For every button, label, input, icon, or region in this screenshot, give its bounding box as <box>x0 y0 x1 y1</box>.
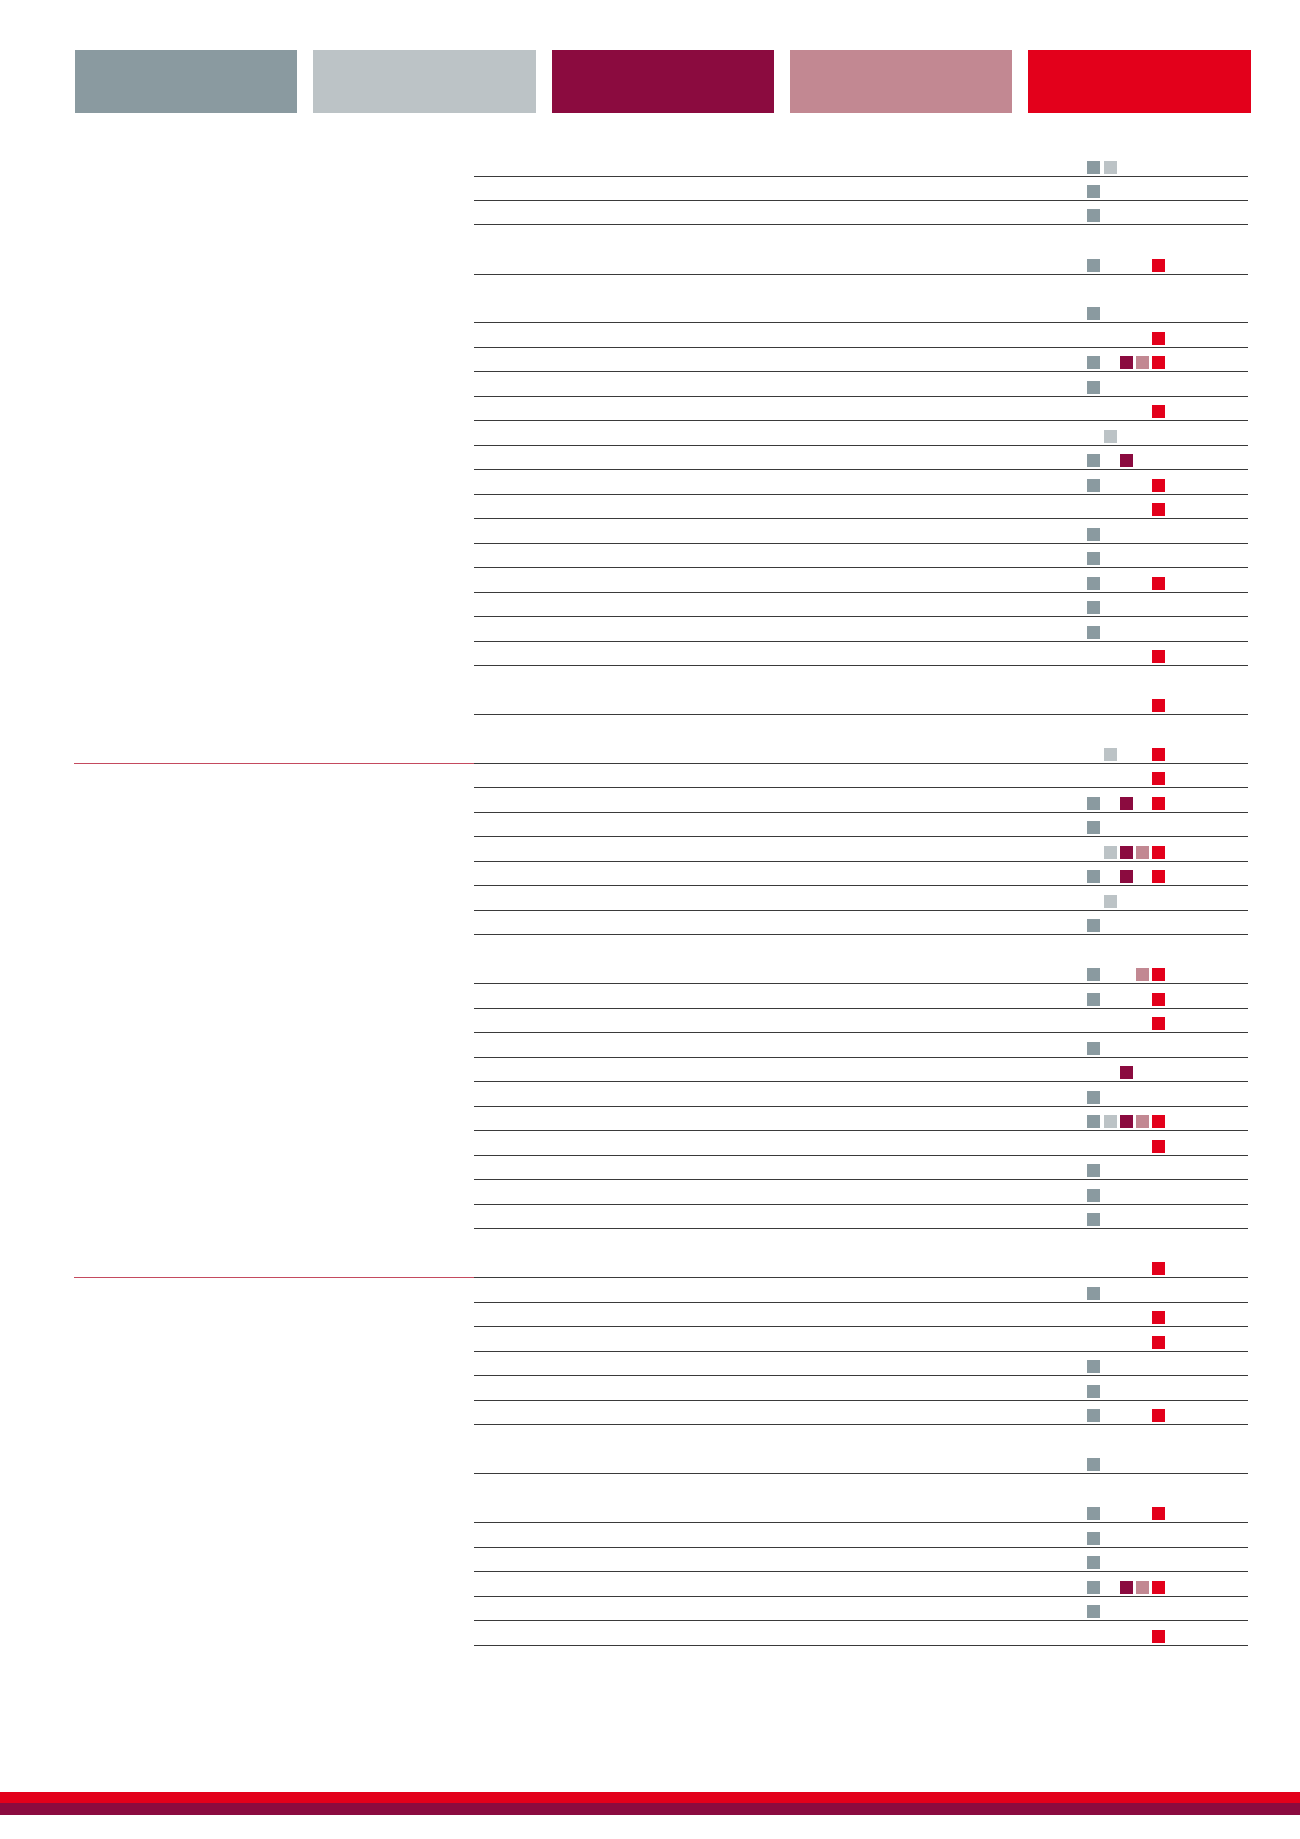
table-row-rule <box>474 1620 1248 1621</box>
marker-light-gray <box>1104 161 1117 174</box>
marker-gray <box>1087 381 1100 394</box>
marker-gray <box>1087 968 1100 981</box>
table-row-rule <box>474 1400 1248 1401</box>
table-row-rule <box>474 274 1248 275</box>
marker-light-gray <box>1104 846 1117 859</box>
marker-burgundy <box>1120 454 1133 467</box>
marker-red <box>1152 1409 1165 1422</box>
marker-red <box>1152 1507 1165 1520</box>
table-row-rule <box>474 812 1248 813</box>
marker-gray <box>1087 1287 1100 1300</box>
table-row-rule <box>474 445 1248 446</box>
table-row-rule <box>474 934 1248 935</box>
table-row-rule <box>474 176 1248 177</box>
table-row-rule <box>474 420 1248 421</box>
table-row-rule <box>474 543 1248 544</box>
table-row-rule <box>474 1351 1248 1352</box>
marker-gray <box>1087 1556 1100 1569</box>
marker-burgundy <box>1120 870 1133 883</box>
table-row-rule <box>474 347 1248 348</box>
marker-gray <box>1087 1458 1100 1471</box>
marker-red <box>1152 1262 1165 1275</box>
marker-red <box>1152 1630 1165 1643</box>
marker-gray <box>1087 1164 1100 1177</box>
table-row-rule <box>474 1155 1248 1156</box>
marker-gray <box>1087 307 1100 320</box>
marker-burgundy <box>1120 1115 1133 1128</box>
table-row-rule <box>474 494 1248 495</box>
marker-gray <box>1087 577 1100 590</box>
marker-red <box>1152 846 1165 859</box>
table-row-rule <box>474 396 1248 397</box>
table-row-rule <box>474 787 1248 788</box>
table-row-rule <box>474 1473 1248 1474</box>
marker-red <box>1152 797 1165 810</box>
table-row-rule <box>474 1032 1248 1033</box>
marker-red <box>1152 650 1165 663</box>
marker-gray <box>1087 919 1100 932</box>
table-row-rule <box>474 665 1248 666</box>
marker-red <box>1152 577 1165 590</box>
marker-red <box>1152 503 1165 516</box>
legend-swatch-gray <box>75 50 297 113</box>
table-row-rule <box>474 1302 1248 1303</box>
table-row-rule <box>474 714 1248 715</box>
marker-gray <box>1087 356 1100 369</box>
marker-red <box>1152 748 1165 761</box>
marker-red <box>1152 479 1165 492</box>
table-row-rule <box>474 518 1248 519</box>
marker-gray <box>1087 1189 1100 1202</box>
marker-red <box>1152 772 1165 785</box>
marker-burgundy <box>1120 846 1133 859</box>
legend-swatch-burgundy <box>552 50 774 113</box>
marker-burgundy <box>1120 356 1133 369</box>
table-row-rule <box>474 910 1248 911</box>
marker-gray <box>1087 479 1100 492</box>
marker-light-gray <box>1104 430 1117 443</box>
marker-gray <box>1087 1385 1100 1398</box>
table-row-rule <box>474 1106 1248 1107</box>
legend-swatch-red <box>1028 50 1251 113</box>
marker-red <box>1152 699 1165 712</box>
table-row-rule <box>474 592 1248 593</box>
table-row-rule <box>474 469 1248 470</box>
table-row-rule <box>474 836 1248 837</box>
marker-gray <box>1087 528 1100 541</box>
marker-gray <box>1087 797 1100 810</box>
table-row-rule <box>474 1204 1248 1205</box>
table-row-rule <box>474 861 1248 862</box>
marker-burgundy <box>1120 1066 1133 1079</box>
marker-red <box>1152 870 1165 883</box>
marker-gray <box>1087 454 1100 467</box>
table-row-rule <box>474 885 1248 886</box>
marker-red <box>1152 993 1165 1006</box>
marker-red <box>1152 1336 1165 1349</box>
table-row-rule <box>474 1277 1248 1278</box>
marker-gray <box>1087 1115 1100 1128</box>
marker-gray <box>1087 1507 1100 1520</box>
table-row-rule <box>474 200 1248 201</box>
marker-red <box>1152 259 1165 272</box>
marker-light-gray <box>1104 748 1117 761</box>
footer-stripe-red <box>0 1792 1300 1803</box>
table-row-rule <box>474 371 1248 372</box>
marker-rose <box>1136 356 1149 369</box>
marker-red <box>1152 1581 1165 1594</box>
table-row-rule <box>474 641 1248 642</box>
table-row-rule <box>474 616 1248 617</box>
marker-gray <box>1087 601 1100 614</box>
marker-red <box>1152 356 1165 369</box>
marker-light-gray <box>1104 895 1117 908</box>
table-row-rule <box>474 1596 1248 1597</box>
table-row-rule <box>474 1375 1248 1376</box>
marker-gray <box>1087 185 1100 198</box>
marker-burgundy <box>1120 797 1133 810</box>
section-divider <box>74 1277 474 1278</box>
table-row-rule <box>474 1424 1248 1425</box>
marker-gray <box>1087 626 1100 639</box>
marker-rose <box>1136 846 1149 859</box>
table-row-rule <box>474 1571 1248 1572</box>
legend-swatch-rose <box>790 50 1012 113</box>
table-row-rule <box>474 983 1248 984</box>
table-row-rule <box>474 1130 1248 1131</box>
table-row-rule <box>474 322 1248 323</box>
table-row-rule <box>474 1179 1248 1180</box>
marker-gray <box>1087 1532 1100 1545</box>
marker-gray <box>1087 1042 1100 1055</box>
table-row-rule <box>474 1057 1248 1058</box>
table-row-rule <box>474 567 1248 568</box>
table-row-rule <box>474 1522 1248 1523</box>
marker-burgundy <box>1120 1581 1133 1594</box>
marker-gray <box>1087 161 1100 174</box>
marker-gray <box>1087 1213 1100 1226</box>
table-row-rule <box>474 1326 1248 1327</box>
table-row-rule <box>474 1547 1248 1548</box>
table-row-rule <box>474 1645 1248 1646</box>
marker-gray <box>1087 1091 1100 1104</box>
marker-red <box>1152 332 1165 345</box>
marker-rose <box>1136 1115 1149 1128</box>
table-row-rule <box>474 224 1248 225</box>
marker-red <box>1152 1140 1165 1153</box>
marker-red <box>1152 1311 1165 1324</box>
section-divider <box>74 763 474 764</box>
marker-rose <box>1136 1581 1149 1594</box>
marker-red <box>1152 968 1165 981</box>
marker-gray <box>1087 821 1100 834</box>
marker-gray <box>1087 1581 1100 1594</box>
marker-gray <box>1087 552 1100 565</box>
footer-stripe-burgundy <box>0 1803 1300 1815</box>
marker-red <box>1152 1115 1165 1128</box>
table-row-rule <box>474 1008 1248 1009</box>
table-row-rule <box>474 1228 1248 1229</box>
marker-gray <box>1087 870 1100 883</box>
table-row-rule <box>474 1081 1248 1082</box>
marker-light-gray <box>1104 1115 1117 1128</box>
marker-rose <box>1136 968 1149 981</box>
marker-gray <box>1087 1360 1100 1373</box>
table-row-rule <box>474 763 1248 764</box>
marker-gray <box>1087 1409 1100 1422</box>
legend-swatch-light-gray <box>313 50 536 113</box>
marker-gray <box>1087 259 1100 272</box>
marker-red <box>1152 1017 1165 1030</box>
marker-gray <box>1087 1605 1100 1618</box>
marker-red <box>1152 405 1165 418</box>
marker-gray <box>1087 993 1100 1006</box>
marker-gray <box>1087 209 1100 222</box>
